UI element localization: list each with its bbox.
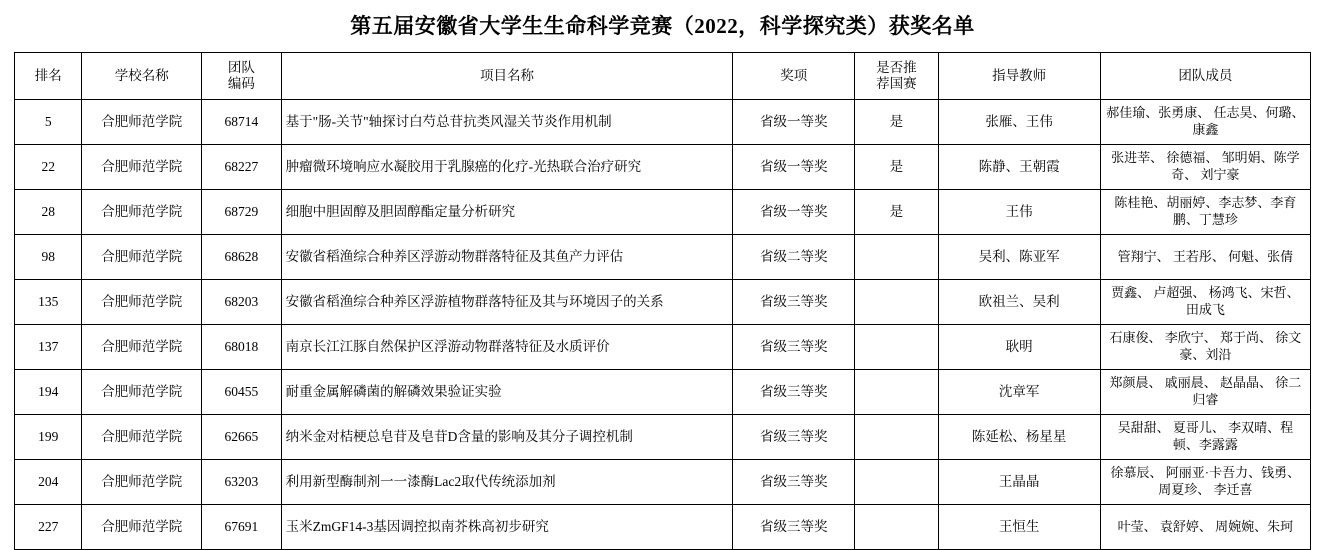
- table-row: [15, 460, 1311, 505]
- award-list-table: [14, 52, 1311, 550]
- cell-school: 合肥师范学院: [82, 325, 202, 370]
- cell-project: 耐重金属解磷菌的解磷效果验证实验: [281, 370, 733, 415]
- cell-school: 合肥师范学院: [82, 145, 202, 190]
- cell-rank: 137: [15, 325, 82, 370]
- cell-teacher: 陈静、王朝霞: [938, 145, 1100, 190]
- column-header-teacher: 指导教师: [938, 53, 1100, 100]
- table-body: [15, 100, 1311, 550]
- cell-teacher: 王晶晶: [938, 460, 1100, 505]
- cell-team-code: 63203: [202, 460, 281, 505]
- table-row: [15, 190, 1311, 235]
- table-row: [15, 325, 1311, 370]
- table-header-row: [15, 53, 1311, 100]
- cell-teacher: 陈延松、杨星星: [938, 415, 1100, 460]
- cell-members: 徐慕辰、 阿丽亚·卡吾力、钱勇、 周夏珍、 李迁喜: [1100, 460, 1310, 505]
- cell-members: 管翔宁、 王若彤、 何魁、张倩: [1100, 235, 1310, 280]
- cell-school: 合肥师范学院: [82, 415, 202, 460]
- table-row: [15, 505, 1311, 550]
- cell-recommend: [855, 370, 939, 415]
- cell-recommend: [855, 505, 939, 550]
- cell-award: 省级一等奖: [733, 190, 855, 235]
- cell-project: 利用新型酶制剂一一漆酶Lac2取代传统添加剂: [281, 460, 733, 505]
- table-row: [15, 145, 1311, 190]
- column-header-recommend-line2: 荐国赛: [876, 76, 917, 91]
- cell-rank: 28: [15, 190, 82, 235]
- cell-recommend: [855, 460, 939, 505]
- column-header-project: 项目名称: [281, 53, 733, 100]
- cell-teacher: 耿明: [938, 325, 1100, 370]
- cell-award: 省级三等奖: [733, 325, 855, 370]
- cell-school: 合肥师范学院: [82, 505, 202, 550]
- cell-award: 省级三等奖: [733, 460, 855, 505]
- cell-school: 合肥师范学院: [82, 100, 202, 145]
- column-header-team-code-line2: 编码: [227, 76, 255, 91]
- cell-recommend: 是: [855, 100, 939, 145]
- column-header-recommend-line1: 是否推: [876, 60, 917, 76]
- table-row: [15, 280, 1311, 325]
- table-row: [15, 235, 1311, 280]
- cell-team-code: 62665: [202, 415, 281, 460]
- cell-team-code: 68628: [202, 235, 281, 280]
- column-header-recommend: [855, 53, 939, 100]
- cell-award: 省级三等奖: [733, 280, 855, 325]
- table-container: [0, 52, 1325, 550]
- cell-rank: 22: [15, 145, 82, 190]
- cell-members: 吴甜甜、 夏哥儿、 李双晴、程顿、李露露: [1100, 415, 1310, 460]
- table-row: [15, 370, 1311, 415]
- cell-school: 合肥师范学院: [82, 190, 202, 235]
- cell-award: 省级三等奖: [733, 505, 855, 550]
- cell-project: 基于"肠-关节"轴探讨白芍总苷抗类风湿关节炎作用机制: [281, 100, 733, 145]
- cell-team-code: 68714: [202, 100, 281, 145]
- cell-members: 陈桂艳、胡丽婷、李志梦、李育鹏、丁慧珍: [1100, 190, 1310, 235]
- cell-rank: 5: [15, 100, 82, 145]
- cell-recommend: [855, 280, 939, 325]
- cell-team-code: 68018: [202, 325, 281, 370]
- column-header-rank: 排名: [15, 53, 82, 100]
- page-title: 第五届安徽省大学生生命科学竞赛（2022，科学探究类）获奖名单: [350, 14, 975, 38]
- table-header: [15, 53, 1311, 100]
- cell-recommend: [855, 235, 939, 280]
- column-header-team-code: [202, 53, 281, 100]
- cell-members: 郑颜晨、 戚丽晨、 赵晶晶、 徐二归睿: [1100, 370, 1310, 415]
- cell-rank: 227: [15, 505, 82, 550]
- cell-award: 省级二等奖: [733, 235, 855, 280]
- cell-rank: 204: [15, 460, 82, 505]
- cell-team-code: 67691: [202, 505, 281, 550]
- cell-school: 合肥师范学院: [82, 370, 202, 415]
- cell-team-code: 68729: [202, 190, 281, 235]
- cell-award: 省级三等奖: [733, 415, 855, 460]
- column-header-team-code-line1: 团队: [227, 60, 255, 76]
- cell-recommend: [855, 325, 939, 370]
- cell-project: 肿瘤微环境响应水凝胶用于乳腺癌的化疗-光热联合治疗研究: [281, 145, 733, 190]
- cell-school: 合肥师范学院: [82, 235, 202, 280]
- cell-teacher: 吴利、陈亚军: [938, 235, 1100, 280]
- cell-members: 石康俊、 李欣宁、 郑于尚、 徐文豪、刘沿: [1100, 325, 1310, 370]
- cell-rank: 194: [15, 370, 82, 415]
- cell-project: 细胞中胆固醇及胆固醇酯定量分析研究: [281, 190, 733, 235]
- cell-award: 省级一等奖: [733, 145, 855, 190]
- cell-project: 玉米ZmGF14-3基因调控拟南芥株高初步研究: [281, 505, 733, 550]
- cell-members: 张进莘、 徐德福、 邹明娟、陈学奇、 刘宁豪: [1100, 145, 1310, 190]
- cell-members: 叶莹、 袁舒婷、 周婉婉、朱珂: [1100, 505, 1310, 550]
- cell-award: 省级三等奖: [733, 370, 855, 415]
- table-row: [15, 415, 1311, 460]
- cell-recommend: 是: [855, 190, 939, 235]
- cell-rank: 135: [15, 280, 82, 325]
- cell-teacher: 张雁、王伟: [938, 100, 1100, 145]
- column-header-school: 学校名称: [82, 53, 202, 100]
- cell-school: 合肥师范学院: [82, 280, 202, 325]
- cell-team-code: 68203: [202, 280, 281, 325]
- cell-rank: 98: [15, 235, 82, 280]
- cell-project: 南京长江江豚自然保护区浮游动物群落特征及水质评价: [281, 325, 733, 370]
- column-header-members: 团队成员: [1100, 53, 1310, 100]
- cell-teacher: 王恒生: [938, 505, 1100, 550]
- cell-recommend: [855, 415, 939, 460]
- cell-team-code: 68227: [202, 145, 281, 190]
- table-row: [15, 100, 1311, 145]
- cell-members: 郝佳瑜、张勇康、 任志昊、何璐、康鑫: [1100, 100, 1310, 145]
- cell-award: 省级一等奖: [733, 100, 855, 145]
- cell-project: 安徽省稻渔综合种养区浮游植物群落特征及其与环境因子的关系: [281, 280, 733, 325]
- cell-members: 贾鑫、 卢超强、 杨鸿飞、宋哲、田成飞: [1100, 280, 1310, 325]
- cell-teacher: 欧祖兰、吴利: [938, 280, 1100, 325]
- cell-project: 安徽省稻渔综合种养区浮游动物群落特征及其鱼产力评估: [281, 235, 733, 280]
- cell-recommend: 是: [855, 145, 939, 190]
- column-header-award: 奖项: [733, 53, 855, 100]
- cell-project: 纳米金对桔梗总皂苷及皂苷D含量的影响及其分子调控机制: [281, 415, 733, 460]
- cell-team-code: 60455: [202, 370, 281, 415]
- cell-rank: 199: [15, 415, 82, 460]
- cell-teacher: 王伟: [938, 190, 1100, 235]
- cell-teacher: 沈章军: [938, 370, 1100, 415]
- cell-school: 合肥师范学院: [82, 460, 202, 505]
